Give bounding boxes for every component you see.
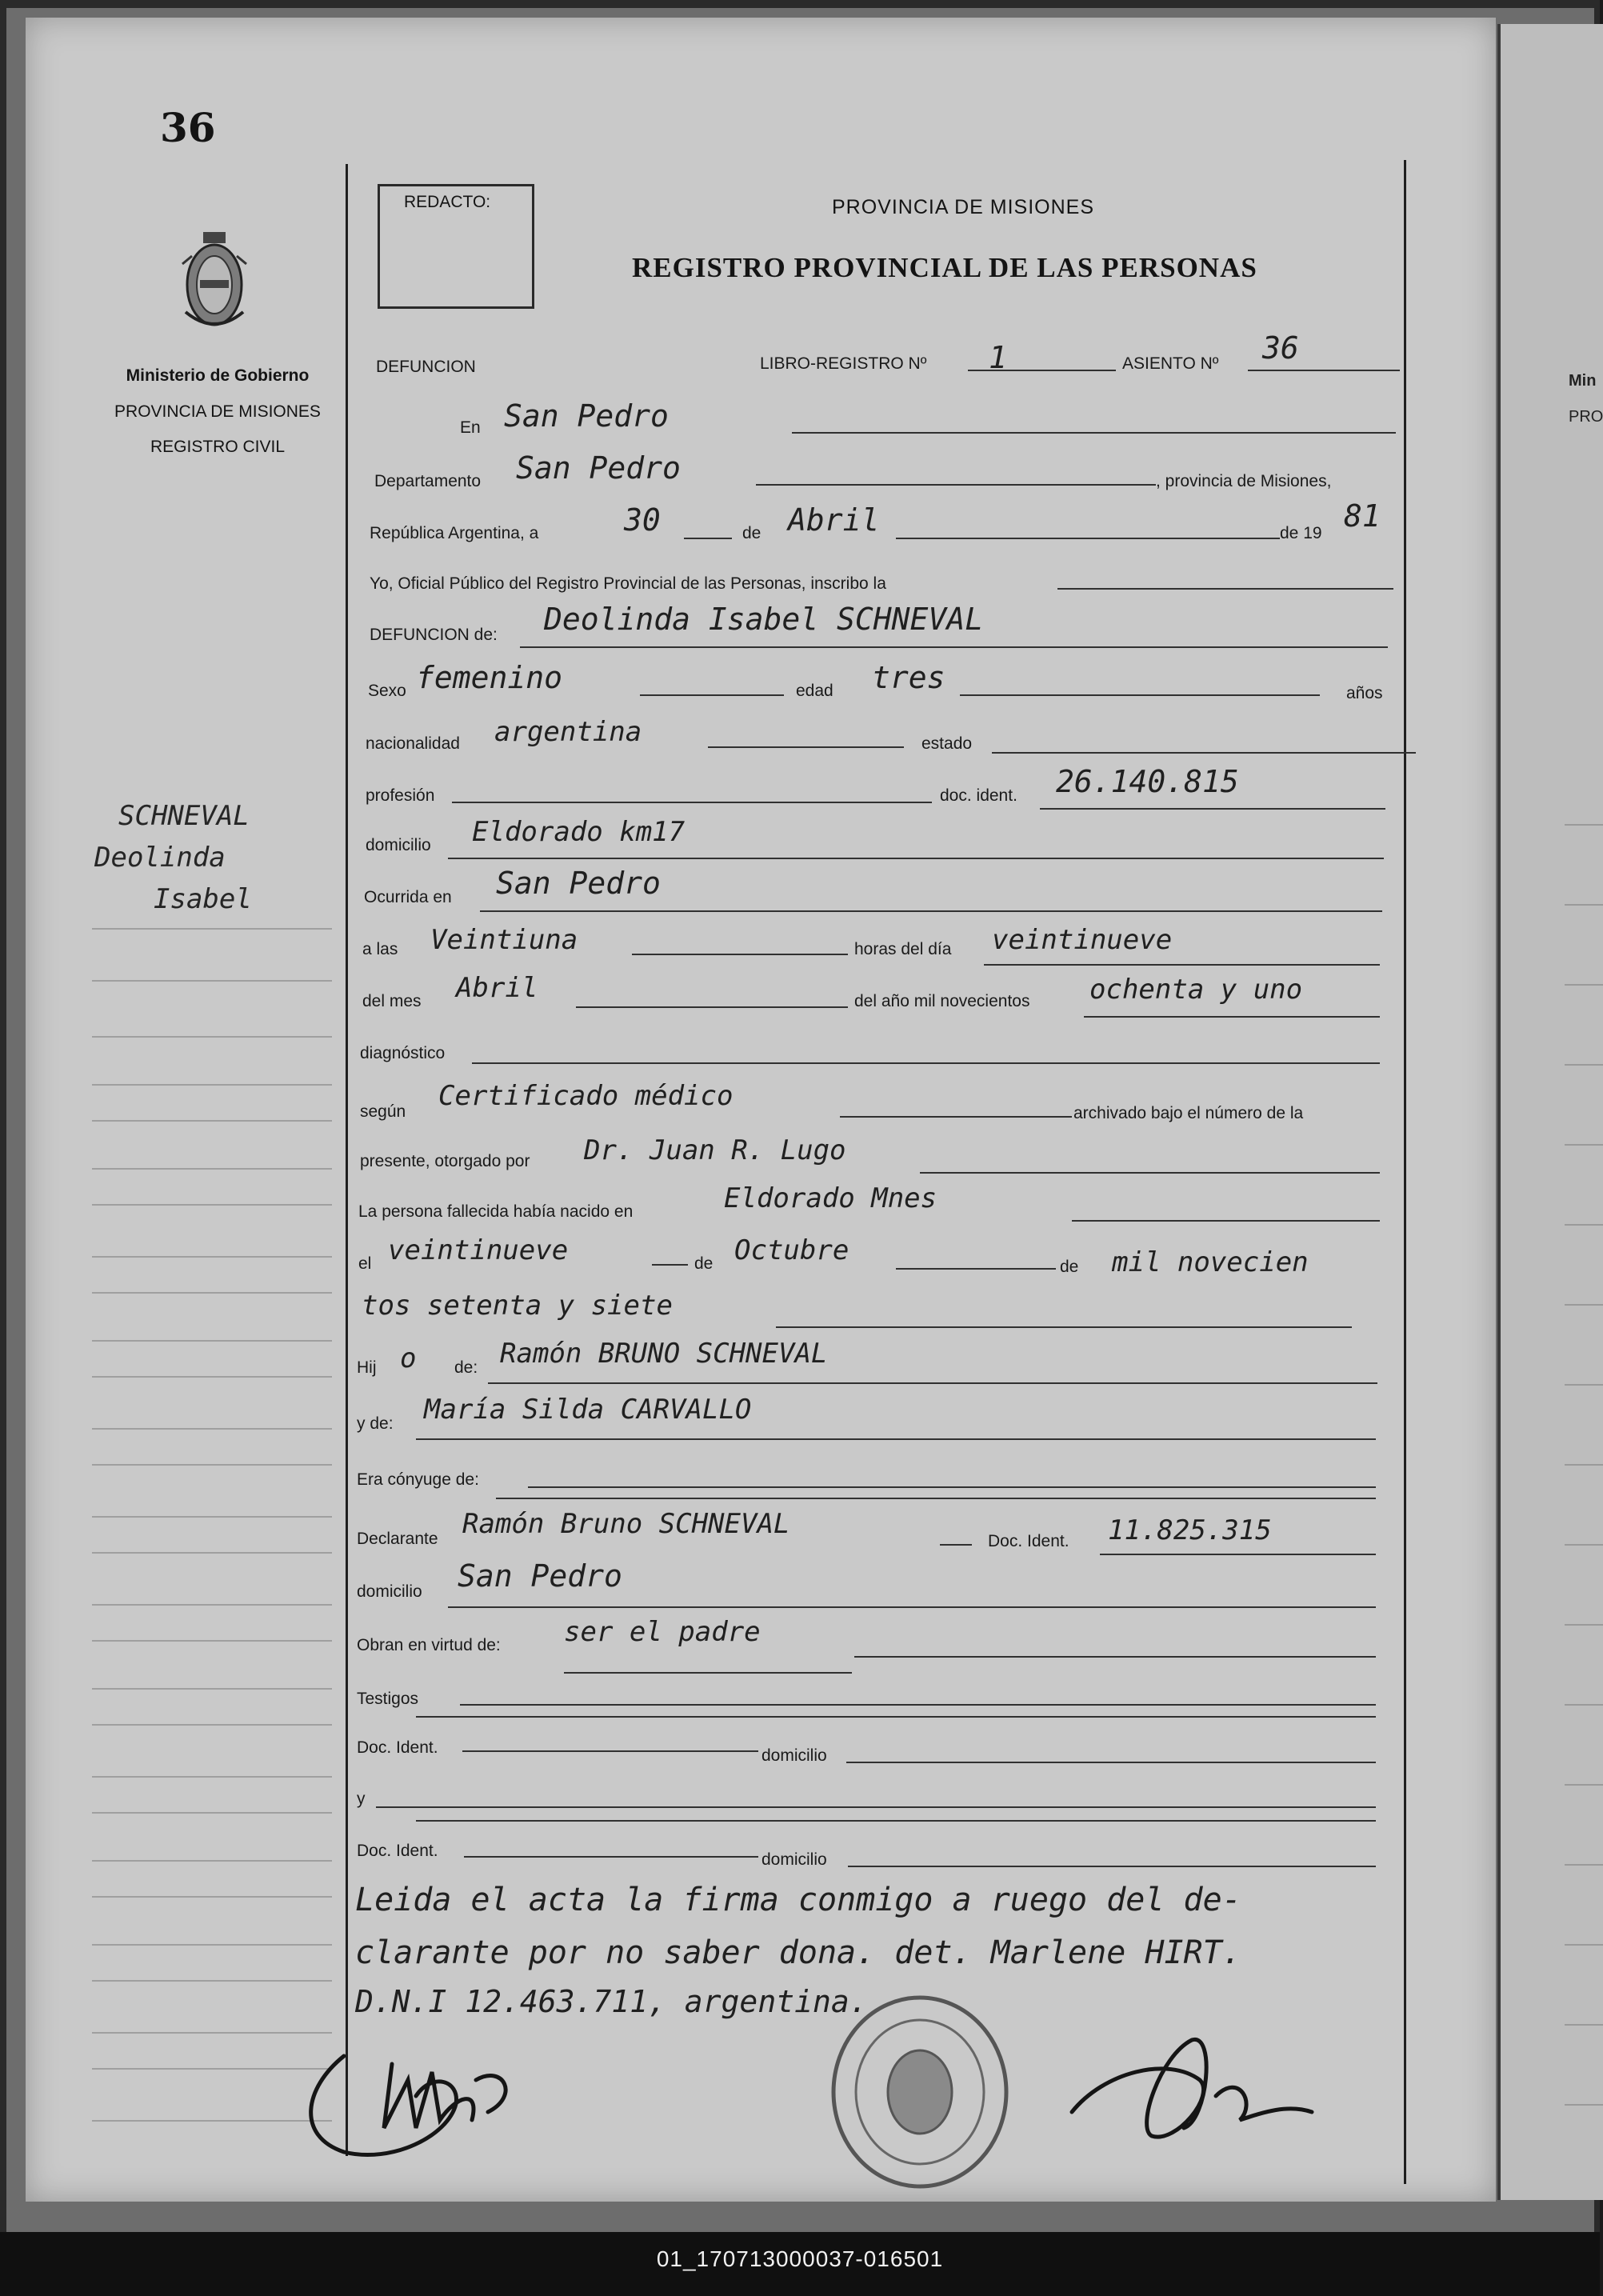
domicilio3-line <box>846 1762 1376 1763</box>
next-page-line <box>1565 1304 1603 1306</box>
doc-ident4-line <box>464 1856 758 1858</box>
asiento-line <box>1248 370 1400 371</box>
de2-label: de 19 <box>1280 524 1322 542</box>
doc-ident-line <box>1040 808 1385 810</box>
presente-label: presente, otorgado por <box>360 1152 530 1170</box>
y-line-2 <box>416 1820 1376 1822</box>
next-page-line <box>1565 1224 1603 1226</box>
margin-line <box>92 1980 332 1982</box>
provincia-label: , provincia de Misiones, <box>1156 472 1332 490</box>
next-page-line <box>1565 1704 1603 1706</box>
next-page-line <box>1565 1384 1603 1386</box>
asiento-value: 36 <box>1262 330 1299 366</box>
yo-line <box>1057 588 1393 590</box>
a-las-value: Veintiuna <box>430 924 578 956</box>
sexo-label: Sexo <box>368 682 406 700</box>
conyuge-line-2 <box>496 1498 1376 1499</box>
defuncion-de-label: DEFUNCION de: <box>370 626 498 644</box>
margin-line <box>92 1036 332 1038</box>
departamento-label: Departamento <box>374 472 482 490</box>
obran-value: ser el padre <box>564 1616 761 1648</box>
libro-line <box>968 370 1116 371</box>
margin-line <box>92 1688 332 1690</box>
margin-line <box>92 1944 332 1946</box>
declarante-label: Declarante <box>357 1530 438 1548</box>
margin-line <box>92 1724 332 1726</box>
next-page-line <box>1565 1864 1603 1866</box>
del-mes-line <box>576 1006 848 1008</box>
domicilio-value: Eldorado km17 <box>472 816 686 848</box>
dia-line <box>684 538 732 539</box>
de3-label: de <box>694 1254 714 1273</box>
margin-line <box>92 1292 332 1294</box>
archivado-label: archivado bajo el número de la <box>1073 1104 1304 1122</box>
doc-ident4-label: Doc. Ident. <box>357 1842 438 1860</box>
horas-dia-line <box>984 964 1380 966</box>
en-value: San Pedro <box>504 398 669 434</box>
domicilio-declarante-line <box>448 1606 1376 1608</box>
segun-value: Certificado médico <box>438 1080 734 1112</box>
note-line-1: Leida el acta la firma conmigo a ruego del de- <box>355 1882 1241 1918</box>
next-page-line <box>1565 1624 1603 1626</box>
edad-label: edad <box>796 682 833 700</box>
obran-line <box>854 1656 1376 1658</box>
next-page-line <box>1565 904 1603 906</box>
margin-line <box>92 1776 332 1778</box>
domicilio3-label: domicilio <box>762 1746 827 1765</box>
otorgado-value: Dr. Juan R. Lugo <box>584 1134 846 1166</box>
ocurrida-value: San Pedro <box>496 866 661 901</box>
de-mes-line <box>896 1268 1056 1270</box>
margin-line <box>92 1516 332 1518</box>
madre-value: María Silda CARVALLO <box>424 1394 752 1426</box>
del-ano-line <box>1084 1016 1380 1018</box>
ocurrida-line <box>480 910 1382 912</box>
margin-line <box>92 980 332 982</box>
mes-value: Abril <box>788 502 880 538</box>
diagnostico-label: diagnóstico <box>360 1044 446 1062</box>
de-ano-line <box>776 1326 1352 1328</box>
mes-line <box>896 538 1280 539</box>
doc-declarante-value: 11.825.315 <box>1108 1514 1272 1546</box>
margin-divider <box>346 164 348 2156</box>
declarant-signature <box>296 2024 552 2168</box>
hijo-value: o <box>400 1342 417 1374</box>
next-page-line <box>1565 1144 1603 1146</box>
anos-label: años <box>1346 684 1383 702</box>
edad-line <box>960 694 1320 696</box>
next-page-edge <box>1497 24 1603 2200</box>
next-page-line <box>1565 2104 1603 2106</box>
margin-line <box>92 1120 332 1122</box>
doc-ident2-label: Doc. Ident. <box>988 1532 1069 1550</box>
domicilio-declarante-value: San Pedro <box>458 1558 622 1594</box>
margin-line <box>92 1428 332 1430</box>
dia-value: 30 <box>624 502 661 538</box>
next-page-line <box>1565 1784 1603 1786</box>
conyuge-label: Era cónyuge de: <box>357 1470 479 1489</box>
domicilio2-label: domicilio <box>357 1582 422 1601</box>
horas-label: horas del día <box>854 940 952 958</box>
redacto-box <box>378 184 534 309</box>
padre-line <box>488 1382 1377 1384</box>
domicilio4-line <box>848 1866 1376 1867</box>
departamento-line <box>756 484 1156 486</box>
next-page-line <box>1565 984 1603 986</box>
testigos-line <box>460 1704 1376 1706</box>
a-las-label: a las <box>362 940 398 958</box>
el-dia-value: veintinueve <box>388 1234 569 1266</box>
profesion-label: profesión <box>366 786 435 805</box>
el-dia-line <box>652 1264 688 1266</box>
margin-line <box>92 1168 332 1170</box>
y-de-label: y de: <box>357 1414 394 1433</box>
conyuge-line <box>528 1486 1376 1488</box>
segun-label: según <box>360 1102 406 1121</box>
margin-line <box>92 1896 332 1898</box>
de-ano-value-1: mil novecien <box>1112 1246 1309 1278</box>
edad-value: tres <box>872 660 945 695</box>
estado-line <box>992 752 1416 754</box>
doc-declarante-line <box>1100 1554 1376 1555</box>
nombre-value: Deolinda Isabel SCHNEVAL <box>544 602 984 637</box>
margin-line <box>92 1376 332 1378</box>
diagnostico-line <box>472 1062 1380 1064</box>
next-page-header-1: Min <box>1569 372 1597 390</box>
padre-value: Ramón BRUNO SCHNEVAL <box>500 1338 828 1370</box>
nacido-label: La persona fallecida había nacido en <box>358 1202 634 1221</box>
hij-label: Hij <box>357 1358 377 1377</box>
province-header: PROVINCIA DE MISIONES <box>832 196 1095 218</box>
asiento-label: ASIENTO Nº <box>1122 354 1219 373</box>
ano-value: 81 <box>1344 498 1381 534</box>
del-mes-label: del mes <box>362 992 422 1010</box>
en-line <box>792 432 1396 434</box>
en-label: En <box>460 418 481 437</box>
province-label: PROVINCIA DE MISIONES <box>114 402 321 421</box>
otorgado-line <box>920 1172 1380 1174</box>
nacido-value: Eldorado Mnes <box>724 1182 937 1214</box>
de5-label: de: <box>454 1358 478 1377</box>
note-line-2: clarante por no saber dona. det. Marlene HIRT. <box>355 1934 1241 1971</box>
horas-dia-value: veintinueve <box>992 924 1173 956</box>
nacionalidad-line <box>708 746 904 748</box>
madre-line <box>416 1438 1376 1440</box>
defuncion-label: DEFUNCION <box>376 358 476 376</box>
next-page-line <box>1565 824 1603 826</box>
next-page-line <box>1565 1944 1603 1946</box>
civil-registry-label: REGISTRO CIVIL <box>150 438 286 456</box>
domicilio4-label: domicilio <box>762 1850 827 1869</box>
nombre-line <box>520 646 1388 648</box>
sexo-value: femenino <box>416 660 563 695</box>
image-caption: 01_170713000037-016501 <box>656 2246 944 2271</box>
margin-line <box>92 1204 332 1206</box>
del-ano-label: del año mil novecientos <box>854 992 1030 1010</box>
next-page-line <box>1565 1464 1603 1466</box>
margin-line <box>92 1860 332 1862</box>
margin-line <box>92 1340 332 1342</box>
libro-value: 1 <box>989 340 1007 375</box>
next-page-line <box>1565 2024 1603 2026</box>
y-line <box>376 1806 1376 1808</box>
margin-line <box>92 1084 332 1086</box>
el-label: el <box>358 1254 372 1273</box>
del-ano-value: ochenta y uno <box>1089 974 1303 1006</box>
testigos-label: Testigos <box>357 1690 419 1708</box>
republica-label: República Argentina, a <box>370 524 539 542</box>
official-stamp <box>828 1992 1012 2192</box>
de-mes-value: Octubre <box>734 1234 849 1266</box>
declarante-value: Ramón Bruno SCHNEVAL <box>462 1508 790 1540</box>
de1-label: de <box>742 524 762 542</box>
a-las-line <box>632 954 848 955</box>
del-mes-value: Abril <box>456 972 538 1004</box>
margin-line <box>92 1812 332 1814</box>
margin-line <box>92 1604 332 1606</box>
doc-ident3-line <box>462 1750 758 1752</box>
y-label: y <box>357 1790 366 1808</box>
margin-middle-name: Isabel <box>154 883 252 915</box>
margin-line <box>92 1256 332 1258</box>
ocurrida-label: Ocurrida en <box>364 888 452 906</box>
de4-label: de <box>1060 1258 1079 1276</box>
doc-ident-label: doc. ident. <box>940 786 1017 805</box>
margin-first-name: Deolinda <box>94 842 226 874</box>
next-page-header-2: PRO <box>1569 408 1603 426</box>
coat-of-arms-icon <box>178 232 251 336</box>
domicilio-label: domicilio <box>366 836 431 854</box>
nacionalidad-label: nacionalidad <box>366 734 460 753</box>
registry-title: REGISTRO PROVINCIAL DE LAS PERSONAS <box>632 252 1257 283</box>
next-page-line <box>1565 1064 1603 1066</box>
margin-surname: SCHNEVAL <box>118 800 250 832</box>
doc-ident3-label: Doc. Ident. <box>357 1738 438 1757</box>
obran-underline <box>564 1672 852 1674</box>
yo-label: Yo, Oficial Público del Registro Provincial de las Personas, inscribo la <box>370 574 886 593</box>
next-page-line <box>1565 1544 1603 1546</box>
redacto-label: REDACTO: <box>404 193 491 211</box>
ministry-label: Ministerio de Gobierno <box>126 366 310 385</box>
nacido-line <box>1072 1220 1380 1222</box>
sexo-line <box>640 694 784 696</box>
margin-line <box>92 1640 332 1642</box>
doc-ident-value: 26.140.815 <box>1056 764 1239 799</box>
departamento-value: San Pedro <box>516 450 681 486</box>
right-border <box>1404 160 1406 2184</box>
page-number: 36 <box>160 104 216 151</box>
official-signature <box>1056 2024 1320 2168</box>
domicilio-line <box>448 858 1384 859</box>
declarante-line <box>940 1544 972 1546</box>
obran-label: Obran en virtud de: <box>357 1636 501 1654</box>
margin-line <box>92 1464 332 1466</box>
estado-label: estado <box>921 734 973 753</box>
libro-label: LIBRO-REGISTRO Nº <box>760 354 927 373</box>
note-line-3: D.N.I 12.463.711, argentina. <box>355 1984 868 2019</box>
testigos-line-2 <box>416 1716 1376 1718</box>
profesion-line <box>452 802 932 803</box>
segun-line <box>840 1116 1072 1118</box>
margin-line <box>92 928 332 930</box>
nacionalidad-value: argentina <box>494 716 642 748</box>
margin-line <box>92 1552 332 1554</box>
de-ano-value-2: tos setenta y siete <box>362 1290 673 1322</box>
